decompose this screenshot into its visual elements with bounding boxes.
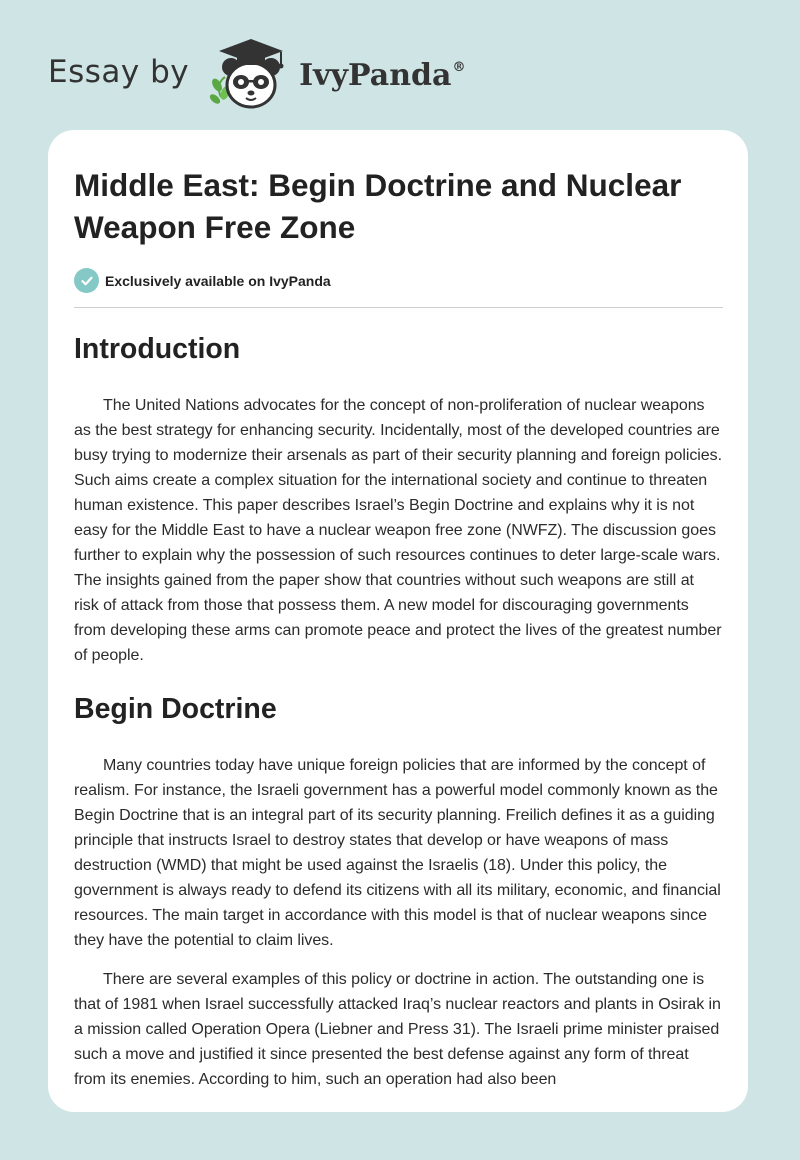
paragraph: Many countries today have unique foreign policies that are informed by the concept of realism. For instance, the Israeli government has a powerful model commonly known as the Begin Doctrine that is an integral part of its security planning. Freilich defines it as a guiding principle that instructs Israel to destroy states that develop or have weapons of mass destruction (WMD) that might be used against the Israelis (18). Under this policy, the government is always ready to defend its citizens with all its military, economic, and financial resources. The main target in accordance with this model is that of nuclear weapons since they have the potential to claim lives.	[74, 757, 721, 949]
essay-card	[48, 130, 748, 1112]
section-heading-begin-doctrine: Begin Doctrine	[74, 693, 277, 725]
title-divider	[74, 307, 723, 308]
panda-logo-icon	[203, 35, 293, 113]
exclusive-badge	[74, 268, 723, 293]
section-heading-introduction: Introduction	[74, 333, 241, 365]
brand-header[interactable]	[48, 34, 465, 114]
brand-name: IvyPanda®	[299, 57, 466, 93]
paragraph: There are several examples of this policy or doctrine in action. The outstanding one is that of 1981 when Israel successfully attacked Iraq’s nuclear reactors and plants in Osirak in a mission called Operation Opera (Liebner and Press 31). The Israeli prime minister praised such a move and justified it since presented the best defense against any form of threat from its enemies. According to him, such an operation had also been	[74, 971, 721, 1088]
essay-content	[74, 164, 723, 1092]
exclusive-badge-text: Exclusively available on IvyPanda	[105, 272, 331, 289]
essay-title: Middle East: Begin Doctrine and Nuclear Weapon Free Zone	[74, 167, 682, 245]
checkmark-icon	[74, 268, 99, 293]
brand-prefix: Essay by	[48, 54, 190, 90]
paragraph: The United Nations advocates for the concept of non-proliferation of nuclear weapons as the best strategy for enhancing security. Incidentally, most of the developed countries are busy trying to modernize their arsenals as part of their security planning and foreign policies. Such aims create a complex situation for the international society and continue to threaten human existence. This paper describes Israel’s Begin Doctrine and explains why it is not easy for the Middle East to have a nuclear weapon free zone (NWFZ). The discussion goes further to explain why the possession of such resources continues to deter large-scale wars. The insights gained from the paper show that countries without such weapons are still at risk of attack from those that possess them. A new model for discouraging governments from developing these arms can promote peace and protect the lives of the greatest number of people.	[74, 397, 722, 664]
